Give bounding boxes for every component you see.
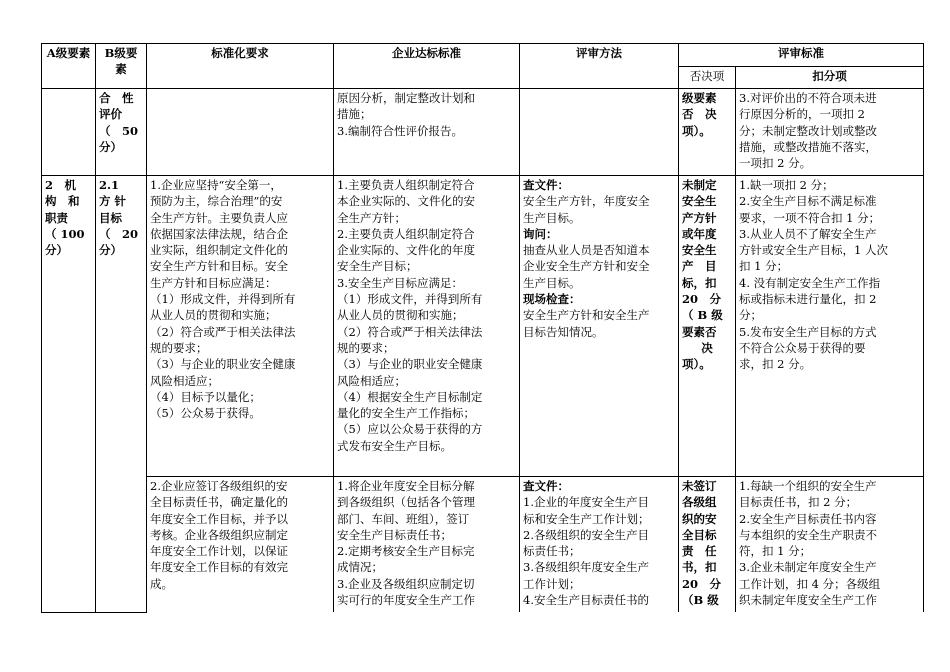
cell-requirement: 2.企业应签订各级组织的安 全目标责任书，确定量化的 年度安全工作目标，并予以 考核。企业各级组织应制定 年度安全工作计划，以保证 年度安全工作目标的有效完 成。	[147, 477, 334, 613]
col-requirement: 标准化要求	[147, 44, 334, 89]
cell-method: 查文件： 安全生产方针，年度安全 生产目标。 询问： 抽查从业人员是否知道本 企业安全生产方针和安全 生产目标。 现场检查： 安全生产方针和安全生产 目标告知情况。	[520, 176, 679, 477]
cell-b: 2.1 方 针 目标 （ 20 分）	[96, 176, 147, 613]
col-review-standard: 评审标准	[679, 44, 924, 67]
cell-veto: 未制定 安全生 产方针 或年度 安全生 产 目 标，扣 20 分 （ B 级 要素否 决 项）。	[679, 176, 736, 477]
col-review-method: 评审方法	[520, 44, 679, 89]
cell-standard: 1.主要负责人组织制定符合 本企业实际的、文件化的安 全生产方针； 2.主要负责人组织制定符合 企业实际的、文件化的年度 安全生产目标； 3.安全生产目标应满足： （1）形成文件，并得到所有 从业人员的贯彻和实施； （2）符合或严于相关法律法 规的要求； （3）与企业的职业安全健康 风险相适应； （4）根据安全生产目标制定 量化的安全生产工作指标； （5）应以公众易于获得的方 式发布安全生产目标。	[334, 176, 520, 477]
cell-requirement: 1.企业应坚持“安全第一， 预防为主，综合治理”的安 全生产方针。主要负责人应 依据国家法律法规，结合企 业实际，组织制定文件化的 安全生产方针和目标。安全 生产方针和目标应满足： （1）形成文件，并得到所有 从业人员的贯彻和实施； （2）符合或严于相关法律法 规的要求； （3）与企业的职业安全健康 风险相适应； （4）目标予以量化； （5）公众易于获得。	[147, 176, 334, 477]
col-deduction: 扣分项	[736, 66, 924, 89]
cell-a	[42, 89, 96, 176]
table-row	[42, 477, 924, 613]
col-a-level: A级要素	[42, 44, 96, 89]
standard-table	[41, 43, 924, 613]
cell-standard: 1.将企业年度安全目标分解 到各级组织（包括各个管理 部门、车间、班组），签订 安全生产目标责任书； 2.定期考核安全生产目标完 成情况； 3.企业及各级组织应制定切 实可行的年度安全生产工作	[334, 477, 520, 613]
col-veto: 否决项	[679, 66, 736, 89]
table-row	[42, 176, 924, 477]
cell-deduction: 1.每缺一个组织的安全生产 目标责任书，扣 2 分； 2.安全生产目标责任书内容 与本组织的安全生产职责不 符，扣 1 分； 3.企业未制定年度安全生产 工作计划，扣 4 分；各级组 织未制定年度安全生产工作	[736, 477, 924, 613]
cell-method: 查文件： 1.企业的年度安全生产目 标和安全生产工作计划； 2.各级组织的安全生产目 标责任书； 3.各级组织年度安全生产 工作计划； 4.安全生产目标责任书的	[520, 477, 679, 613]
table-row	[42, 89, 924, 176]
cell-veto: 级要素 否 决 项）。	[679, 89, 736, 176]
col-b-level: B级要素	[96, 44, 147, 89]
col-enterprise-standard: 企业达标标准	[334, 44, 520, 89]
cell-b: 合 性 评价 （ 50 分）	[96, 89, 147, 176]
cell-requirement	[147, 89, 334, 176]
cell-a: 2 机 构 和 职责 （ 100 分）	[42, 176, 96, 613]
cell-deduction: 3.对评价出的不符合项未进 行原因分析的，一项扣 2 分；未制定整改计划或整改 措施，或整改措施不落实， 一项扣 2 分。	[736, 89, 924, 176]
cell-deduction: 1.缺一项扣 2 分； 2.安全生产目标不满足标准 要求，一项不符合扣 1 分； 3.从业人员不了解安全生产 方针或安全生产目标，1 人次 扣 1 分； 4. 没有制定安全生产工作指 标或指标未进行量化，扣 2 分； 5.发布安全生产目标的方式 不符合公众易于获得的要 求，扣 2 分。	[736, 176, 924, 477]
cell-veto: 未签订 各级组 织的安 全目标 责 任 书，扣 20 分 （B 级	[679, 477, 736, 613]
cell-method	[520, 89, 679, 176]
cell-standard: 原因分析，制定整改计划和 措施； 3.编制符合性评价报告。	[334, 89, 520, 176]
header-row	[42, 44, 924, 67]
